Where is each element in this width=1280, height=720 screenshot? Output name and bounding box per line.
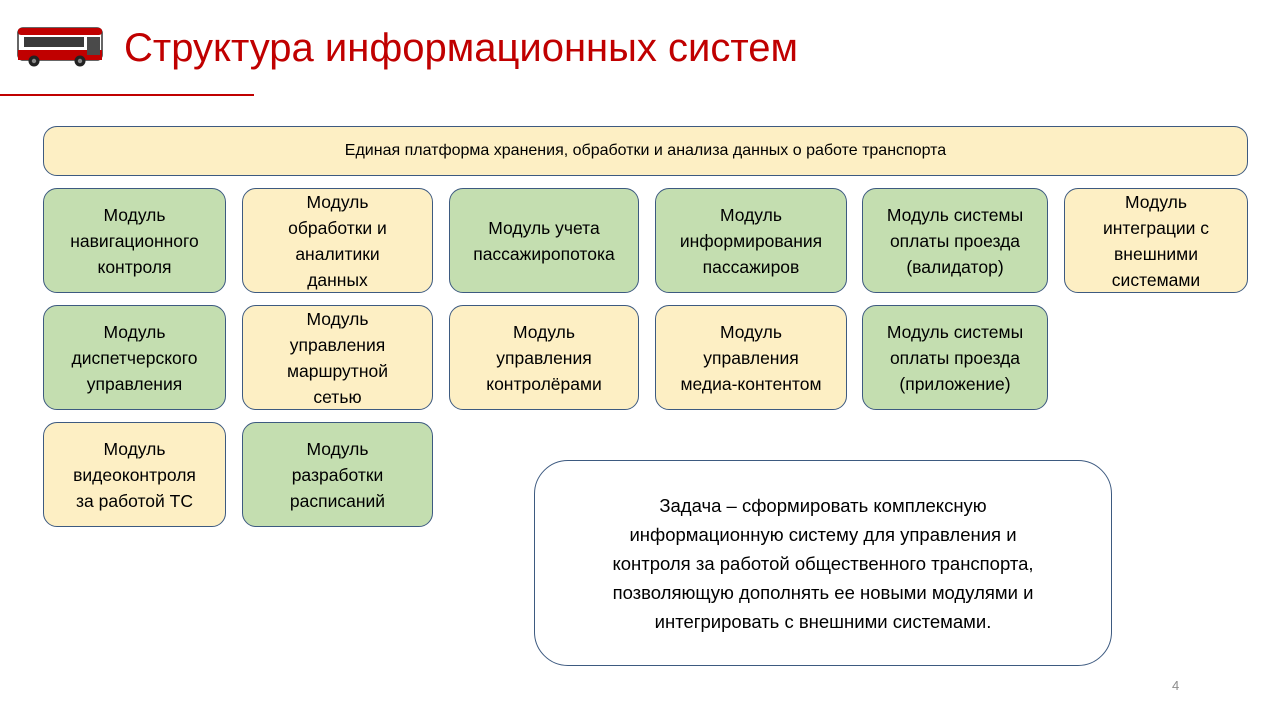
- module-data-analytics: [242, 188, 433, 293]
- platform-label: Единая платформа хранения, обработки и анализа данных о работе транспорта: [344, 142, 947, 159]
- module-label: Модуль управления маршрутной сетью: [286, 308, 388, 407]
- module-media-content: [655, 305, 847, 410]
- module-schedule-development: [242, 422, 433, 527]
- module-label: Модуль управления медиа-контентом: [680, 321, 822, 394]
- module-fare-validator: [862, 188, 1048, 293]
- module-label: Модуль управления контролёрами: [486, 321, 602, 394]
- platform-box: [43, 126, 1248, 176]
- task-callout: [534, 460, 1112, 666]
- title-divider: [0, 94, 254, 96]
- module-dispatch-control: [43, 305, 226, 410]
- module-inspectors: [449, 305, 639, 410]
- module-route-network: [242, 305, 433, 410]
- module-video-control: [43, 422, 226, 527]
- page-number: 4: [1172, 678, 1180, 693]
- module-label: Модуль навигационного контроля: [70, 204, 199, 277]
- module-label: Модуль обработки и аналитики данных: [288, 191, 387, 290]
- module-navigation-control: [43, 188, 226, 293]
- module-passenger-flow: [449, 188, 639, 293]
- module-passenger-information: [655, 188, 847, 293]
- module-label: Модуль системы оплаты проезда (валидатор): [886, 204, 1024, 277]
- module-label: Модуль интеграции с внешними системами: [1102, 191, 1210, 290]
- bus-icon: [16, 24, 104, 68]
- module-label: Модуль диспетчерского управления: [71, 321, 198, 394]
- module-label: Модуль разработки расписаний: [289, 438, 386, 511]
- module-label: Модуль видеоконтроля за работой ТС: [73, 438, 196, 511]
- module-label: Модуль информирования пассажиров: [679, 204, 823, 277]
- task-text: Задача – сформировать комплексную информационную систему для управления и контроля за работой общественного транспорта, позволяющую дополнять ее новыми модулями и интегрировать с внешними системами.: [612, 494, 1034, 632]
- module-fare-app: [862, 305, 1048, 410]
- module-label: Модуль учета пассажиропотока: [473, 217, 615, 264]
- page-title: Структура информационных систем: [124, 26, 798, 70]
- module-label: Модуль системы оплаты проезда (приложение): [886, 321, 1024, 394]
- module-external-integration: [1064, 188, 1248, 293]
